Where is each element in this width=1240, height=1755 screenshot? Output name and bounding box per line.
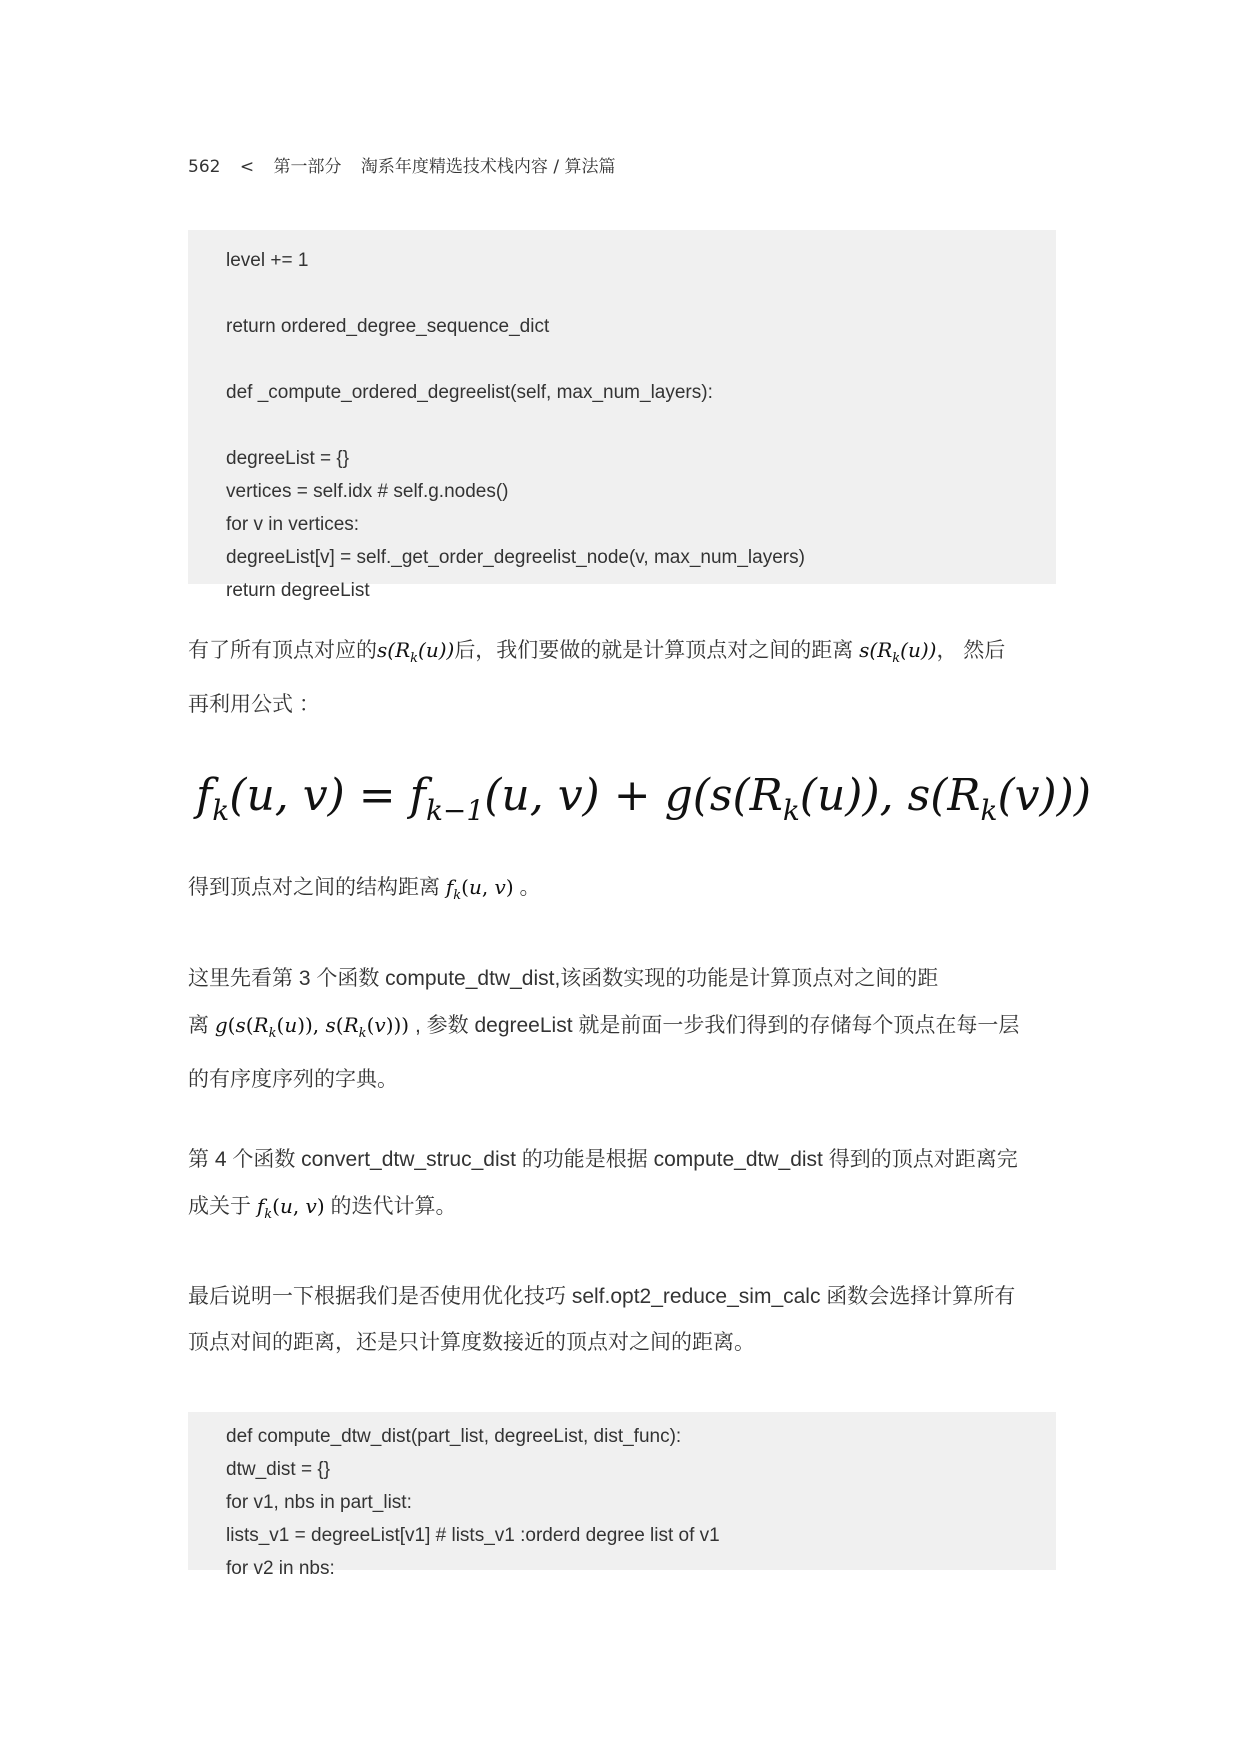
code-line: degreeList[v] = self._get_order_degreelist_node(v, max_num_layers) [226,547,805,568]
paragraph-text: 的迭代计算。 [330,1195,457,1218]
paragraph [188,956,1056,1103]
paragraph-text: 成关于 [188,1195,251,1218]
paragraph-text: 最后说明一下根据我们是否使用优化技巧 self.opt2_reduce_sim_calc 函数会选择计算所有 [188,1285,1016,1308]
paragraph-text: 离 [188,1014,209,1037]
code-line: return ordered_degree_sequence_dict [226,316,550,337]
code-line [226,343,1056,376]
code-line: lists_v1 = degreeList[v1] # lists_v1 :orderd degree list of v1 [226,1525,720,1546]
page-number: 562 [188,157,221,177]
paragraph [188,864,1056,919]
code-line [226,277,1056,310]
math-inline: $f_k(u$, v) [445,875,514,903]
code-block [188,230,1056,601]
paragraph-text: 后，我们要做的就是计算顶点对之间的距离 [454,639,854,662]
paragraph-text: 。 [519,876,541,899]
math-formula: $f_k(u$, $v) = f_{k-1}(u$, $v) + g(s(R_k(u))$, $s(R_k(v))$) [196,770,1092,827]
code-line: level += 1 [226,250,309,271]
code-line: degreeList = {} [226,448,350,469]
math-inline: $f_k(u$, v) [256,1194,325,1222]
paragraph-text: ， 然后 [936,639,1006,662]
math-inline: $g(s(R_k(u))$, $s(R_k(v))$) [214,1013,410,1041]
paragraph-text: 的有序度序列的字典。 [188,1068,398,1091]
header-separator: < [239,157,255,177]
paragraph-text: , 参数 degreeList 就是前面一步我们得到的存储每个顶点在每一层 [414,1014,1020,1037]
paragraph-text: 得到顶点对之间的结构距离 [188,876,440,899]
header-part: 第一部分 [273,157,342,177]
code-line: for v in vertices: [226,514,360,535]
paragraph-text: 顶点对间的距离，还是只计算度数接近的顶点对之间的距离。 [188,1331,755,1354]
code-line: return degreeList [226,580,370,601]
paragraph-text: 有了所有顶点对应的 [188,639,377,662]
header-section: 淘系年度精选技术栈内容 / 算法篇 [360,157,616,177]
paragraph [188,1274,1056,1366]
code-line [226,409,1056,442]
math-inline: $s(R_k(u))$ [377,638,455,666]
code-line: vertices = self.idx # self.g.nodes() [226,481,509,502]
code-line: def compute_dtw_dist(part_list, degreeList, dist_func): [226,1426,682,1447]
code-line: def _compute_ordered_degreelist(self, max_num_layers): [226,382,713,403]
paragraph-text: 这里先看第 3 个函数 compute_dtw_dist,该函数实现的功能是计算顶点对之间的距 [188,967,939,990]
math-inline: $s(R_k(u))$ [859,638,937,666]
paragraph-text: 第 4 个函数 convert_dtw_struc_dist 的功能是根据 compute_dtw_dist 得到的顶点对距离完 [188,1148,1018,1171]
code-block [188,1412,1056,1579]
page-header [188,152,629,177]
paragraph [188,627,1056,728]
paragraph [188,1137,1056,1238]
paragraph-text: 再利用公式 ： [188,693,320,716]
code-line: dtw_dist = {} [226,1459,331,1480]
code-line: for v1, nbs in part_list: [226,1492,412,1513]
code-line: for v2 in nbs: [226,1558,335,1579]
